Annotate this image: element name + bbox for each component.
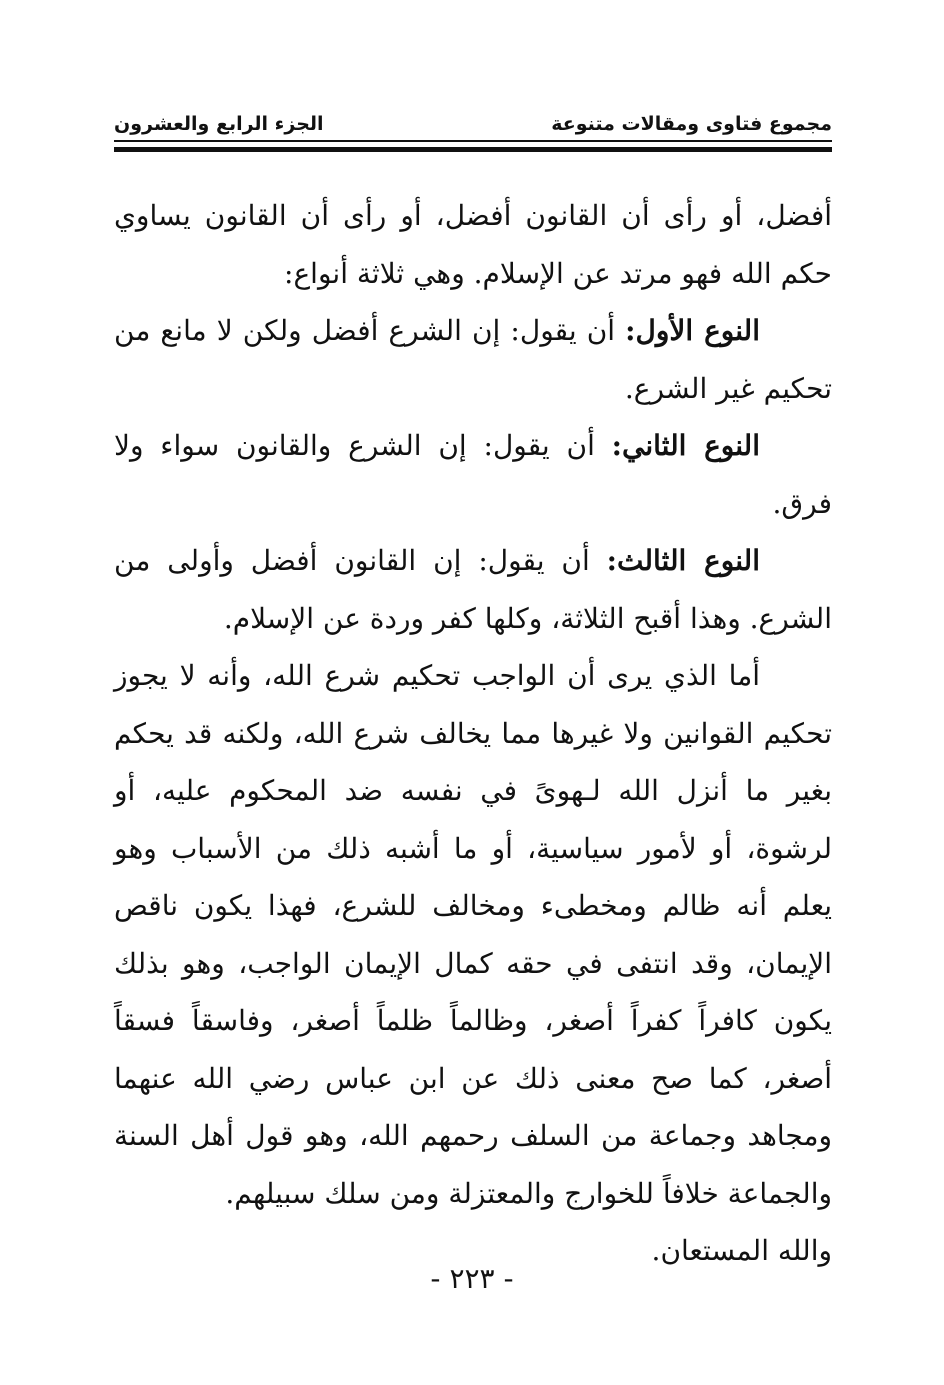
type-1-text: أن يقول: إن الشرع أفضل ولكن لا مانع من تحكيم غير الشرع.	[114, 314, 832, 405]
paragraph-type-2	[114, 417, 832, 532]
book-title: مجموع فتاوى ومقالات متنوعة	[551, 113, 832, 135]
header-rule-thin	[114, 140, 832, 142]
type-2-term: النوع الثاني:	[611, 429, 760, 462]
paragraph-type-1	[114, 302, 832, 417]
paragraph-type-3	[114, 532, 832, 647]
paragraph-ruling: أما الذي يرى أن الواجب تحكيم شرع الله، وأنه لا يجوز تحكيم القوانين ولا غيرها مما يخالف شرع الله، ولكنه قد يحكم بغير ما أنزل الله لـهوىً في نفسه ضد المحكوم عليه، أو لرشوة، أو لأمور سياسية، أو ما أشبه ذلك من الأسباب وهو يعلم أنه ظالم ومخطىء ومخالف للشرع، فهذا يكون ناقص الإيمان، وقد انتفى في حقه كمال الإيمان الواجب، وهو بذلك يكون كافراً كفراً أصغر، وظالماً ظلماً أصغر، وفاسقاً فسقاً أصغر، كما صح معنى ذلك عن ابن عباس رضي الله عنهما ومجاهد وجماعة من السلف رحمهم الله، وهو قول أهل السنة والجماعة خلافاً للخوارج والمعتزلة ومن سلك سبيلهم.	[114, 659, 832, 1210]
page-number: - ٢٢٣ -	[430, 1262, 514, 1295]
type-2-text: أن يقول: إن الشرع والقانون سواء ولا فرق.	[114, 429, 832, 520]
type-1-term: النوع الأول:	[625, 314, 760, 347]
body-text	[114, 187, 832, 1280]
type-3-term: النوع الثالث:	[606, 544, 760, 577]
volume-label: الجزء الرابع والعشرون	[114, 113, 324, 135]
header-rule-thick	[114, 147, 832, 152]
running-header	[114, 100, 832, 134]
type-3-text: أن يقول: إن القانون أفضل وأولى من الشرع. وهذا أقبح الثلاثة، وكلها كفر وردة عن الإسلام.	[114, 544, 832, 635]
paragraph-closing: والله المستعان.	[651, 1234, 832, 1267]
paragraph-intro: أفضل، أو رأى أن القانون أفضل، أو رأى أن القانون يساوي حكم الله فهو مرتد عن الإسلام. وهي ثلاثة أنواع:	[114, 199, 832, 290]
